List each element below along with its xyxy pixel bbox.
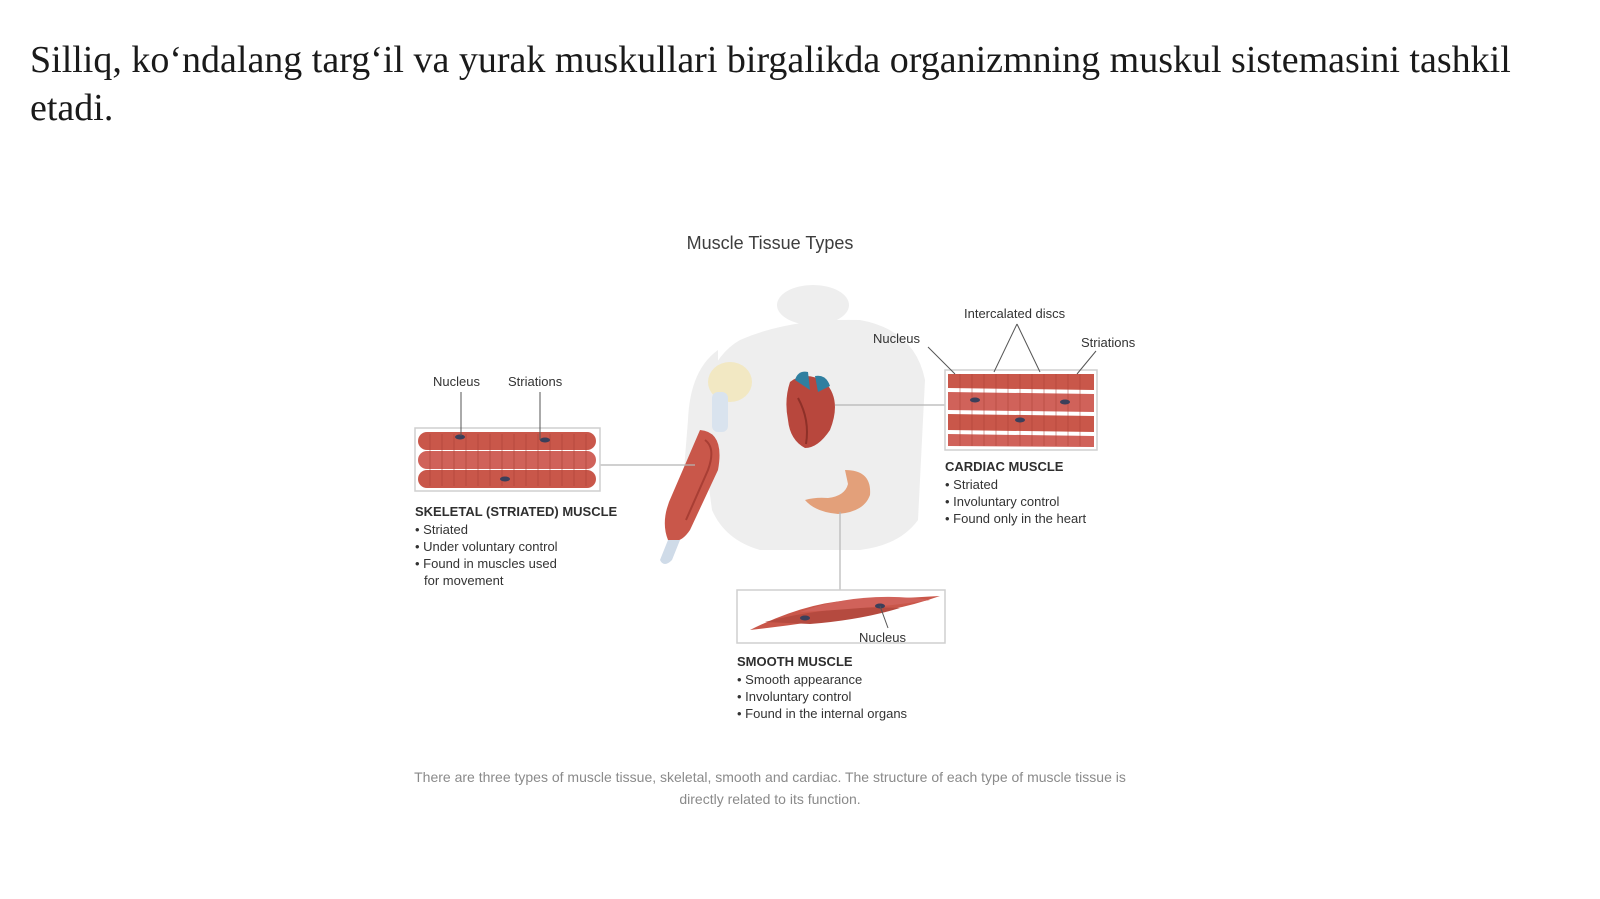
smooth-muscle-panel [737, 590, 945, 643]
smooth-heading: SMOOTH MUSCLE [737, 654, 853, 669]
skeletal-nucleus-label: Nucleus [433, 374, 480, 389]
cardiac-bullet: • Involuntary control [945, 494, 1060, 509]
skeletal-bullet: • Striated [415, 522, 468, 537]
skeletal-heading: SKELETAL (STRIATED) MUSCLE [415, 504, 618, 519]
skeletal-bullet: for movement [424, 573, 504, 588]
skeletal-muscle-panel [415, 392, 600, 491]
cardiac-heading: CARDIAC MUSCLE [945, 459, 1064, 474]
skeletal-striations-label: Striations [508, 374, 563, 389]
slide-heading: Silliq, ko‘ndalang targ‘il va yurak muskullari birgalikda organizmning muskul sistemasini tashkil etadi. [30, 39, 1511, 129]
cardiac-bullet: • Found only in the heart [945, 511, 1087, 526]
cardiac-bullet: • Striated [945, 477, 998, 492]
smooth-nucleus-label: Nucleus [859, 630, 906, 645]
cardiac-muscle-panel [928, 324, 1097, 450]
skeletal-bullet: • Under voluntary control [415, 539, 558, 554]
figure-caption: There are three types of muscle tissue, skeletal, smooth and cardiac. The structure of each type of muscle tissue is directly related to its function. [414, 769, 1126, 807]
smooth-bullet: • Found in the internal organs [737, 706, 908, 721]
cardiac-intercalated-label: Intercalated discs [964, 306, 1066, 321]
smooth-bullet: • Involuntary control [737, 689, 852, 704]
figure-title: Muscle Tissue Types [686, 233, 854, 253]
skeletal-bullet: • Found in muscles used [415, 556, 557, 571]
smooth-bullet: • Smooth appearance [737, 672, 863, 687]
cardiac-striations-label: Striations [1081, 335, 1136, 350]
cardiac-nucleus-label: Nucleus [873, 331, 920, 346]
